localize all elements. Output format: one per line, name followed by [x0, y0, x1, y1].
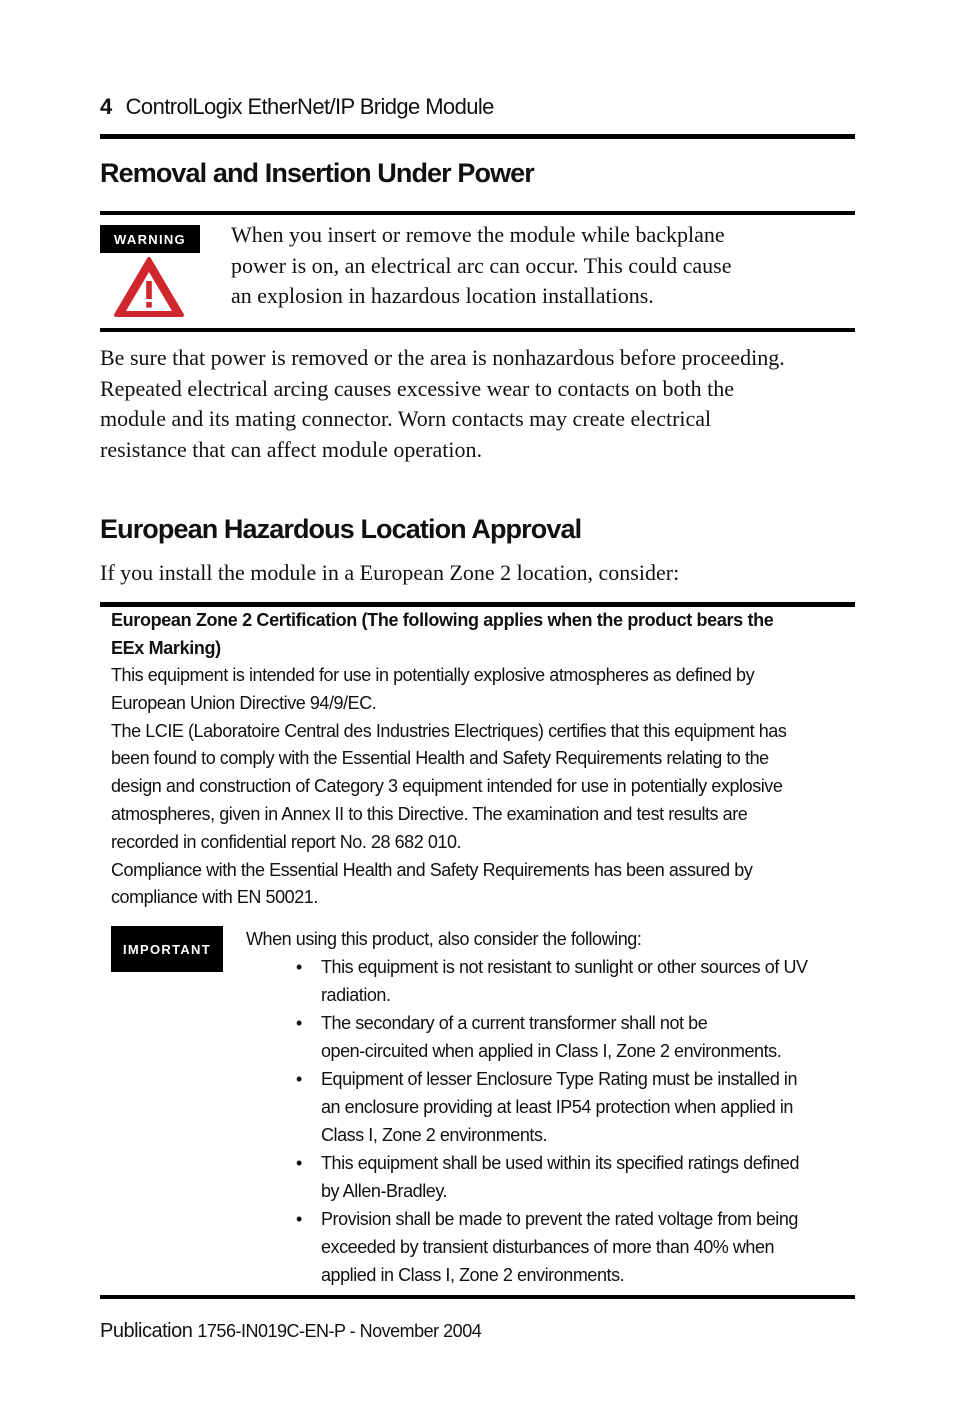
bullet-line: by Allen-Bradley.	[321, 1181, 448, 1201]
warning-line: an explosion in hazardous location installations.	[231, 283, 654, 308]
list-item	[296, 1065, 846, 1149]
section-heading-removal: Removal and Insertion Under Power	[100, 158, 534, 188]
certification-title	[111, 607, 846, 662]
removal-body-paragraph	[100, 343, 860, 465]
page-number: 4	[100, 94, 112, 119]
bullet-line: Class I, Zone 2 environments.	[321, 1125, 548, 1145]
page-footer	[100, 1320, 855, 1343]
bullet-line: an enclosure providing at least IP54 protection when applied in	[321, 1097, 793, 1117]
important-badge: IMPORTANT	[111, 926, 223, 972]
bullet-line: This equipment shall be used within its specified ratings defined	[321, 1153, 800, 1173]
cert-line: This equipment is intended for use in potentially explosive atmospheres as defined by	[111, 665, 755, 685]
bullet-icon: •	[296, 1209, 302, 1229]
body-line: Be sure that power is removed or the area is nonhazardous before proceeding.	[100, 345, 785, 370]
bullet-icon: •	[296, 1013, 302, 1033]
document-title: ControlLogix EtherNet/IP Bridge Module	[125, 94, 494, 119]
warning-bottom-rule	[100, 328, 855, 332]
cert-line: The LCIE (Laboratoire Central des Industries Electriques) certifies that this equipment has	[111, 720, 787, 741]
warning-top-rule	[100, 211, 855, 215]
warning-badge: WARNING	[100, 225, 200, 253]
bullet-icon: •	[296, 1153, 302, 1173]
important-intro: When using this product, also consider the following:	[246, 929, 642, 949]
cert-title-line: EEx Marking)	[111, 637, 221, 658]
publication-label: Publication	[100, 1320, 193, 1342]
bullet-icon: •	[296, 1069, 302, 1089]
important-bullet-list	[296, 953, 846, 1289]
cert-line: recorded in confidential report No. 28 682 010.	[111, 831, 462, 852]
warning-triangle-icon	[113, 256, 185, 318]
bullet-icon: •	[296, 957, 302, 977]
header-rule	[100, 134, 855, 139]
list-item	[296, 1205, 846, 1289]
list-item	[296, 1009, 846, 1065]
body-line: module and its mating connector. Worn contacts may create electrical	[100, 406, 712, 432]
section-heading-european: European Hazardous Location Approval	[100, 514, 582, 544]
bullet-line: radiation.	[321, 985, 391, 1005]
bullet-line: Provision shall be made to prevent the rated voltage from being	[321, 1209, 798, 1229]
warning-line: When you insert or remove the module while backplane	[231, 222, 725, 247]
cert-line: atmospheres, given in Annex II to this Directive. The examination and test results are	[111, 803, 748, 824]
cert-line: compliance with EN 50021.	[111, 887, 318, 908]
bullet-line: Equipment of lesser Enclosure Type Rating must be installed in	[321, 1069, 798, 1089]
certification-text	[111, 662, 846, 912]
bullet-line: applied in Class I, Zone 2 environments.	[321, 1265, 625, 1285]
body-line: Repeated electrical arcing causes excessive wear to contacts on both the	[100, 375, 735, 401]
bullet-line: The secondary of a current transformer shall not be	[321, 1013, 708, 1033]
running-header	[100, 94, 855, 120]
cert-line: European Union Directive 94/9/EC.	[111, 692, 377, 713]
cert-line: been found to comply with the Essential Health and Safety Requirements relating to the	[111, 748, 769, 769]
list-item	[296, 1149, 846, 1205]
publication-number: 1756-IN019C-EN-P - November 2004	[197, 1321, 482, 1341]
body-line: resistance that can affect module operation.	[100, 436, 482, 462]
bullet-line: open-circuited when applied in Class I, Zone 2 environments.	[321, 1041, 782, 1061]
cert-line: design and construction of Category 3 equipment intended for use in potentially explosive	[111, 776, 783, 797]
cert-bottom-rule	[100, 1295, 855, 1299]
cert-title-line: European Zone 2 Certification (The following applies when the product bears the	[111, 610, 774, 630]
european-intro: If you install the module in a European Zone 2 location, consider:	[100, 560, 680, 585]
cert-line: Compliance with the Essential Health and Safety Requirements has been assured by	[111, 859, 753, 880]
list-item	[296, 953, 846, 1009]
warning-message	[231, 220, 811, 312]
bullet-line: This equipment is not resistant to sunlight or other sources of UV	[321, 957, 808, 977]
bullet-line: exceeded by transient disturbances of more than 40% when	[321, 1237, 775, 1257]
warning-line: power is on, an electrical arc can occur. This could cause	[231, 252, 732, 278]
certification-box	[111, 607, 846, 912]
